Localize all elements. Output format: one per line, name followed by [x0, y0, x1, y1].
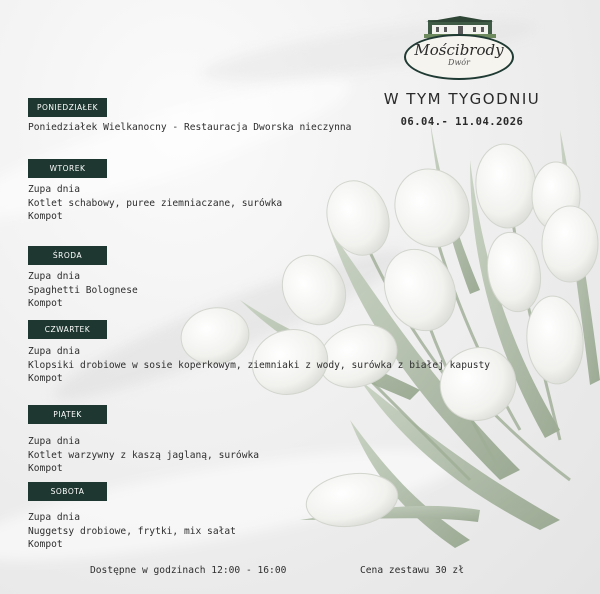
dish-line: Kotlet warzywny z kaszą jaglaną, surówka [28, 450, 260, 461]
footer-price: Cena zestawu 30 zł [360, 565, 464, 576]
logo-oval [404, 34, 514, 80]
dish-line: Kompot [28, 373, 63, 384]
dish-line: Kompot [28, 211, 63, 222]
logo [402, 16, 518, 82]
dish-line: Kotlet schabowy, puree ziemniaczane, surówka [28, 198, 283, 209]
logo-name: Mościbrody [414, 41, 504, 59]
dish-line: Spaghetti Bolognese [28, 285, 138, 296]
day-badge-tuesday: WTOREK [28, 159, 107, 178]
week-dates: 06.04.- 11.04.2026 [400, 116, 524, 128]
day-badge-saturday: SOBOTA [28, 482, 107, 501]
dish-line: Kompot [28, 298, 63, 309]
dish-line: Kompot [28, 539, 63, 550]
week-title: W TYM TYGODNIU [383, 90, 541, 108]
dish-line: Zupa dnia [28, 271, 80, 282]
dish-line: Zupa dnia [28, 184, 80, 195]
day-badge-friday: PIĄTEK [28, 405, 107, 424]
logo-subtitle: Dwór [448, 58, 470, 67]
dish-line: Nuggetsy drobiowe, frytki, mix sałat [28, 526, 236, 537]
day-badge-thursday: CZWARTEK [28, 320, 107, 339]
dish-line: Zupa dnia [28, 346, 80, 357]
dish-line: Kompot [28, 463, 63, 474]
dish-line: Zupa dnia [28, 436, 80, 447]
day-badge-wednesday: ŚRODA [28, 246, 107, 265]
dish-line: Zupa dnia [28, 512, 80, 523]
day-badge-monday: PONIEDZIAŁEK [28, 98, 107, 117]
footer-hours: Dostępne w godzinach 12:00 - 16:00 [90, 565, 287, 576]
dish-line: Poniedziałek Wielkanocny - Restauracja Dworska nieczynna [28, 122, 352, 133]
dish-line: Klopsiki drobiowe w sosie koperkowym, ziemniaki z wody, surówka z białej kapusty [28, 360, 491, 371]
